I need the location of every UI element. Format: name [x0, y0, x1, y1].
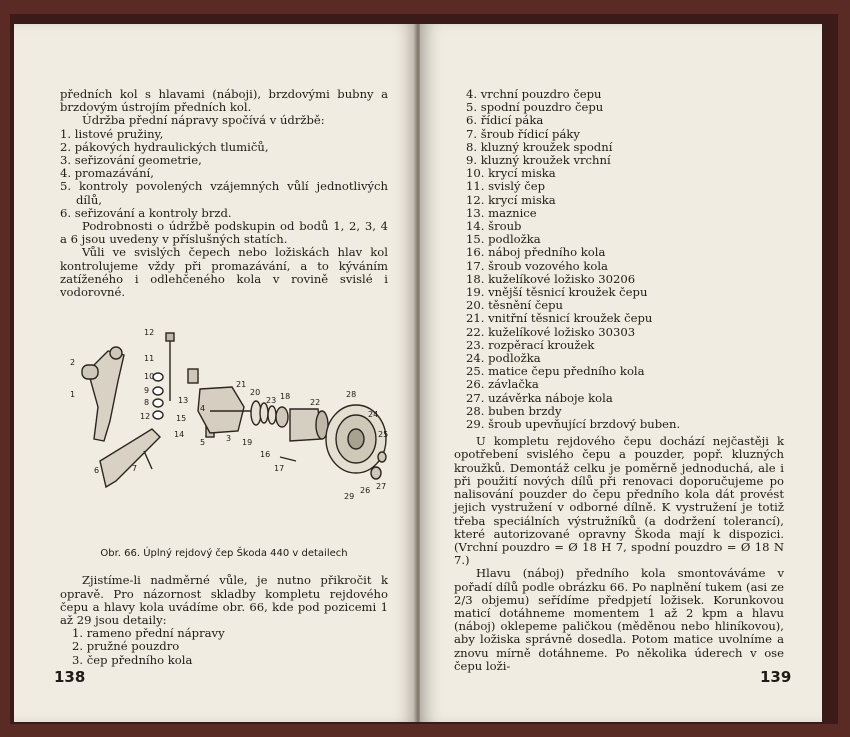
- figure-label: 20: [250, 388, 261, 398]
- maintenance-list: [60, 128, 388, 220]
- figure-caption: Obr. 66. Úplný rejdový čep Škoda 440 v detailech: [100, 548, 348, 560]
- figure-label: 16: [260, 450, 271, 460]
- list-item: 4. vrchní pouzdro čepu: [466, 87, 602, 101]
- left-page: [14, 24, 416, 722]
- figure-label: 19: [242, 438, 253, 448]
- figure-label: 3: [226, 434, 232, 444]
- list-item: 7. šroub řídicí páky: [466, 126, 580, 141]
- list-item: 21. vnitřní těsnicí kroužek čepu: [466, 311, 653, 326]
- list-item: 9. kluzný kroužek vrchní: [466, 153, 611, 168]
- list-item: 20. těsnění čepu: [466, 298, 564, 313]
- list-item: 13. maznice: [466, 205, 537, 220]
- play2-paragraph: Zjistíme-li nadměrné vůle, je nutno přikročit k opravě. Pro názornost skladby kompletu rejdového čepu a hlavy kola uvádíme obr. 66, kde pod pozicemi 1 až 29 jsou detaily:: [60, 573, 388, 628]
- figure-label: 24: [368, 410, 379, 420]
- list-item: 3. čep předního kola: [72, 652, 193, 667]
- list-item: 8. kluzný kroužek spodní: [466, 139, 613, 154]
- list-item: 3. seřizování geometrie,: [60, 153, 202, 168]
- right-page: [420, 24, 822, 722]
- figure-label: 10: [144, 372, 155, 382]
- list-item: 2. pákových hydraulických tlumičů,: [60, 139, 269, 154]
- exploded-diagram: [60, 311, 388, 543]
- intro-paragraph: předních kol s hlavami (náboji), brzdovými bubny a brzdovým ústrojím předních kol.: [60, 87, 388, 115]
- list-item: 4. promazávání,: [60, 166, 154, 181]
- left-page-text: [60, 88, 388, 667]
- book-spread: [10, 14, 838, 724]
- figure-label: 12: [140, 412, 151, 422]
- figure-label: 4: [200, 404, 206, 414]
- maintenance-heading: Údržba přední nápravy spočívá v údržbě:: [82, 113, 325, 128]
- right-page-text: [454, 88, 784, 673]
- list-item: 29. šroub upevňující brzdový buben.: [466, 417, 681, 432]
- figure-label: 25: [378, 430, 388, 440]
- list-item: 5. kontroly povolených vzájemných vůlí jednotlivých dílů,: [60, 179, 388, 207]
- page-number-right: 139: [760, 668, 792, 686]
- figure-label: 1: [70, 390, 76, 400]
- list-item: 2. pružné pouzdro: [72, 639, 180, 654]
- list-item: 18. kuželíkové ložisko 30206: [466, 271, 636, 286]
- list-item: 11. svislý čep: [466, 179, 545, 194]
- page-number-left: 138: [54, 668, 86, 686]
- figure-label: 15: [176, 414, 187, 424]
- figure-label: 2: [70, 358, 76, 368]
- figure-label: 22: [310, 398, 321, 408]
- hub-paragraph: Hlavu (náboj) předního kola smontováváme v pořadí dílů podle obrázku 66. Po naplnění tukem (asi ze 2/3 objemu) seřídíme předpjetí ložisek. Korunkovou maticí dotáhneme momentem 1 až 2 kpm a hlavu (náboj) oklepeme paličkou (měděnou nebo hliníkovou), aby ložiska správně dosedla. Potom matice uvolníme a znovu mírně dotáhneme. Po několika úderech v ose čepu loži-: [454, 566, 784, 673]
- play-paragraph: Vůli ve svislých čepech nebo ložiskách hlav kol kontrolujeme vždy při promazávání, a to kýváním zatíženého i odlehčeného kola v rovině svislé i vodorovné.: [60, 245, 388, 300]
- list-item: 23. rozpěrací kroužek: [466, 337, 595, 352]
- details-paragraph: Podrobnosti o údržbě podskupin od bodů 1, 2, 3, 4 a 6 jsou uvedeny v příslušných statích.: [60, 219, 388, 247]
- list-item: 27. uzávěrka náboje kola: [466, 390, 613, 405]
- parts-list-left: [60, 627, 388, 667]
- figure-label: 5: [200, 438, 206, 448]
- list-item: 5. spodní pouzdro čepu: [466, 100, 604, 115]
- list-item: 12. krycí miska: [466, 192, 556, 207]
- figure-label: 11: [144, 354, 155, 364]
- figure-label: 26: [360, 486, 371, 496]
- figure-label: 29: [344, 492, 355, 502]
- list-item: 10. krycí miska: [466, 166, 556, 181]
- list-item: 6. řídicí páka: [466, 113, 544, 128]
- wear-paragraph: U kompletu rejdového čepu dochází nejčastěji k opotřebení svislého čepu a pouzder, popř. kluzných kroužků. Demontáž celku je poměrně jednoduchá, ale i při použití nových dílů při renovaci doporučujeme po nalisování pouzder do čepu předního kola dát provést jejich vystružení v odborné dílně. K vystružení je totiž třeba speciálních výstružníků (a dodržení tolerancí), které autorizované opravny Škoda mají k dispozici. (Vrchní pouzdro = Ø 18 H 7, spodní pouzdro = Ø 18 N 7.): [454, 434, 784, 568]
- list-item: 28. buben brzdy: [466, 403, 562, 418]
- list-item: 22. kuželíkové ložisko 30303: [466, 324, 636, 339]
- list-item: 26. závlačka: [466, 377, 539, 392]
- list-item: 25. matice čepu předního kola: [466, 364, 645, 379]
- figure-label: 6: [94, 466, 100, 476]
- figure-label: 27: [376, 482, 387, 492]
- figure-label: 13: [178, 396, 189, 406]
- figure-label: 18: [280, 392, 291, 402]
- figure-label: 21: [236, 380, 247, 390]
- list-item: 24. podložka: [466, 351, 541, 366]
- figure-label: 9: [144, 386, 150, 396]
- list-item: 16. náboj předního kola: [466, 245, 606, 260]
- figure-label: 14: [174, 430, 185, 440]
- parts-list-right: [454, 88, 784, 431]
- list-item: 6. seřizování a kontroly brzd.: [60, 205, 232, 220]
- list-item: 17. šroub vozového kola: [466, 258, 608, 273]
- list-item: 14. šroub: [466, 219, 522, 234]
- list-item: 19. vnější těsnicí kroužek čepu: [466, 285, 648, 300]
- figure-label: 8: [144, 398, 150, 408]
- list-item: 15. podložka: [466, 232, 541, 247]
- figure-label: 7: [132, 464, 138, 474]
- exploded-diagram-figure: [60, 311, 388, 543]
- figure-label: 28: [346, 390, 357, 400]
- figure-label: 17: [274, 464, 285, 474]
- list-item: 1. listové pružiny,: [60, 126, 164, 141]
- figure-label: 23: [266, 396, 277, 406]
- figure-label: 12: [144, 328, 155, 338]
- list-item: 1. rameno přední nápravy: [72, 626, 225, 641]
